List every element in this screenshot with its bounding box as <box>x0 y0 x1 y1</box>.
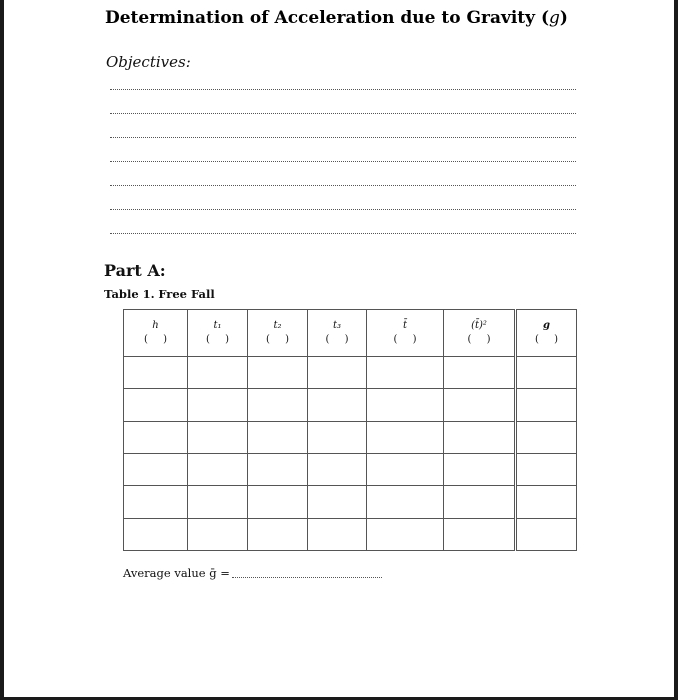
table-cell[interactable] <box>248 421 308 453</box>
header-t3-unit: ( ) <box>325 334 355 345</box>
objectives-line-1 <box>110 89 576 90</box>
objectives-line-7 <box>110 233 576 234</box>
header-t2 <box>248 310 308 357</box>
table-cell[interactable] <box>188 389 248 421</box>
average-value-label: Average value ḡ = <box>123 566 230 580</box>
table-cell[interactable] <box>367 453 444 485</box>
table-cell[interactable] <box>124 486 188 518</box>
header-t2-unit: ( ) <box>266 334 295 345</box>
table-cell[interactable] <box>444 421 516 453</box>
title-close: ) <box>559 8 568 28</box>
table-cell[interactable] <box>444 518 516 550</box>
table-cell[interactable] <box>308 518 367 550</box>
table-cell[interactable] <box>248 486 308 518</box>
table-caption <box>104 287 215 301</box>
table-cell[interactable] <box>308 453 367 485</box>
table-row <box>124 389 577 421</box>
objectives-line-6 <box>110 209 576 210</box>
table-cell[interactable] <box>516 421 577 453</box>
header-g-symbol: g <box>543 320 550 331</box>
objectives-line-5 <box>110 185 576 186</box>
table-cell[interactable] <box>124 357 188 389</box>
table-cell[interactable] <box>188 518 248 550</box>
average-value-fill-line[interactable] <box>232 577 382 578</box>
table-cell[interactable] <box>308 357 367 389</box>
table-cell[interactable] <box>367 389 444 421</box>
header-h <box>124 310 188 357</box>
objectives-line-4 <box>110 161 576 162</box>
header-t-mean-squared-symbol: (t̄)² <box>471 320 487 331</box>
table-header-row <box>124 310 577 357</box>
table-cell[interactable] <box>444 486 516 518</box>
table-cell[interactable] <box>124 421 188 453</box>
header-t-mean-symbol: t̄ <box>402 320 408 331</box>
table-row <box>124 453 577 485</box>
table-cell[interactable] <box>444 453 516 485</box>
header-g <box>516 310 577 357</box>
table-cell[interactable] <box>308 389 367 421</box>
table-cell[interactable] <box>124 518 188 550</box>
header-t1-unit: ( ) <box>206 334 235 345</box>
header-t3-symbol: t₃ <box>332 320 342 331</box>
header-t1-symbol: t₁ <box>213 320 222 331</box>
part-a-heading: Part A: <box>104 261 166 280</box>
table-row <box>124 357 577 389</box>
document-title <box>105 8 568 28</box>
table-caption-title: Free Fall <box>158 287 215 301</box>
page-frame-left-edge <box>0 0 4 700</box>
page-frame-right-edge <box>674 0 678 700</box>
table-row <box>124 486 577 518</box>
table-row <box>124 421 577 453</box>
table-cell[interactable] <box>248 389 308 421</box>
header-t-mean <box>367 310 444 357</box>
header-h-symbol: h <box>152 320 159 331</box>
header-t2-symbol: t₂ <box>273 320 282 331</box>
table-cell[interactable] <box>248 357 308 389</box>
table-cell[interactable] <box>248 453 308 485</box>
table-cell[interactable] <box>248 518 308 550</box>
header-t3 <box>308 310 367 357</box>
table-cell[interactable] <box>188 453 248 485</box>
objectives-label: Objectives: <box>106 53 191 71</box>
objectives-line-2 <box>110 113 576 114</box>
table-cell[interactable] <box>367 518 444 550</box>
free-fall-table <box>123 309 577 551</box>
table-cell[interactable] <box>367 486 444 518</box>
header-g-unit: ( ) <box>535 334 564 345</box>
table-cell[interactable] <box>308 421 367 453</box>
table-cell[interactable] <box>444 357 516 389</box>
table-caption-number: Table 1. <box>104 287 155 301</box>
table-row <box>124 518 577 550</box>
table-cell[interactable] <box>308 486 367 518</box>
table-cell[interactable] <box>516 486 577 518</box>
table-cell[interactable] <box>444 389 516 421</box>
table-cell[interactable] <box>124 389 188 421</box>
title-symbol: g <box>549 8 560 28</box>
table-cell[interactable] <box>516 389 577 421</box>
table-cell[interactable] <box>516 357 577 389</box>
header-t-mean-squared-unit: ( ) <box>467 334 497 345</box>
table-cell[interactable] <box>124 453 188 485</box>
header-h-unit: ( ) <box>144 334 173 345</box>
objectives-line-3 <box>110 137 576 138</box>
title-text: Determination of Acceleration due to Gravity ( <box>105 8 549 28</box>
table-cell[interactable] <box>516 518 577 550</box>
table-cell[interactable] <box>516 453 577 485</box>
header-t-mean-squared <box>444 310 516 357</box>
table-cell[interactable] <box>367 357 444 389</box>
table-cell[interactable] <box>367 421 444 453</box>
header-t1 <box>188 310 248 357</box>
table-cell[interactable] <box>188 421 248 453</box>
table-cell[interactable] <box>188 486 248 518</box>
header-t-mean-unit: ( ) <box>393 334 423 345</box>
table-cell[interactable] <box>188 357 248 389</box>
